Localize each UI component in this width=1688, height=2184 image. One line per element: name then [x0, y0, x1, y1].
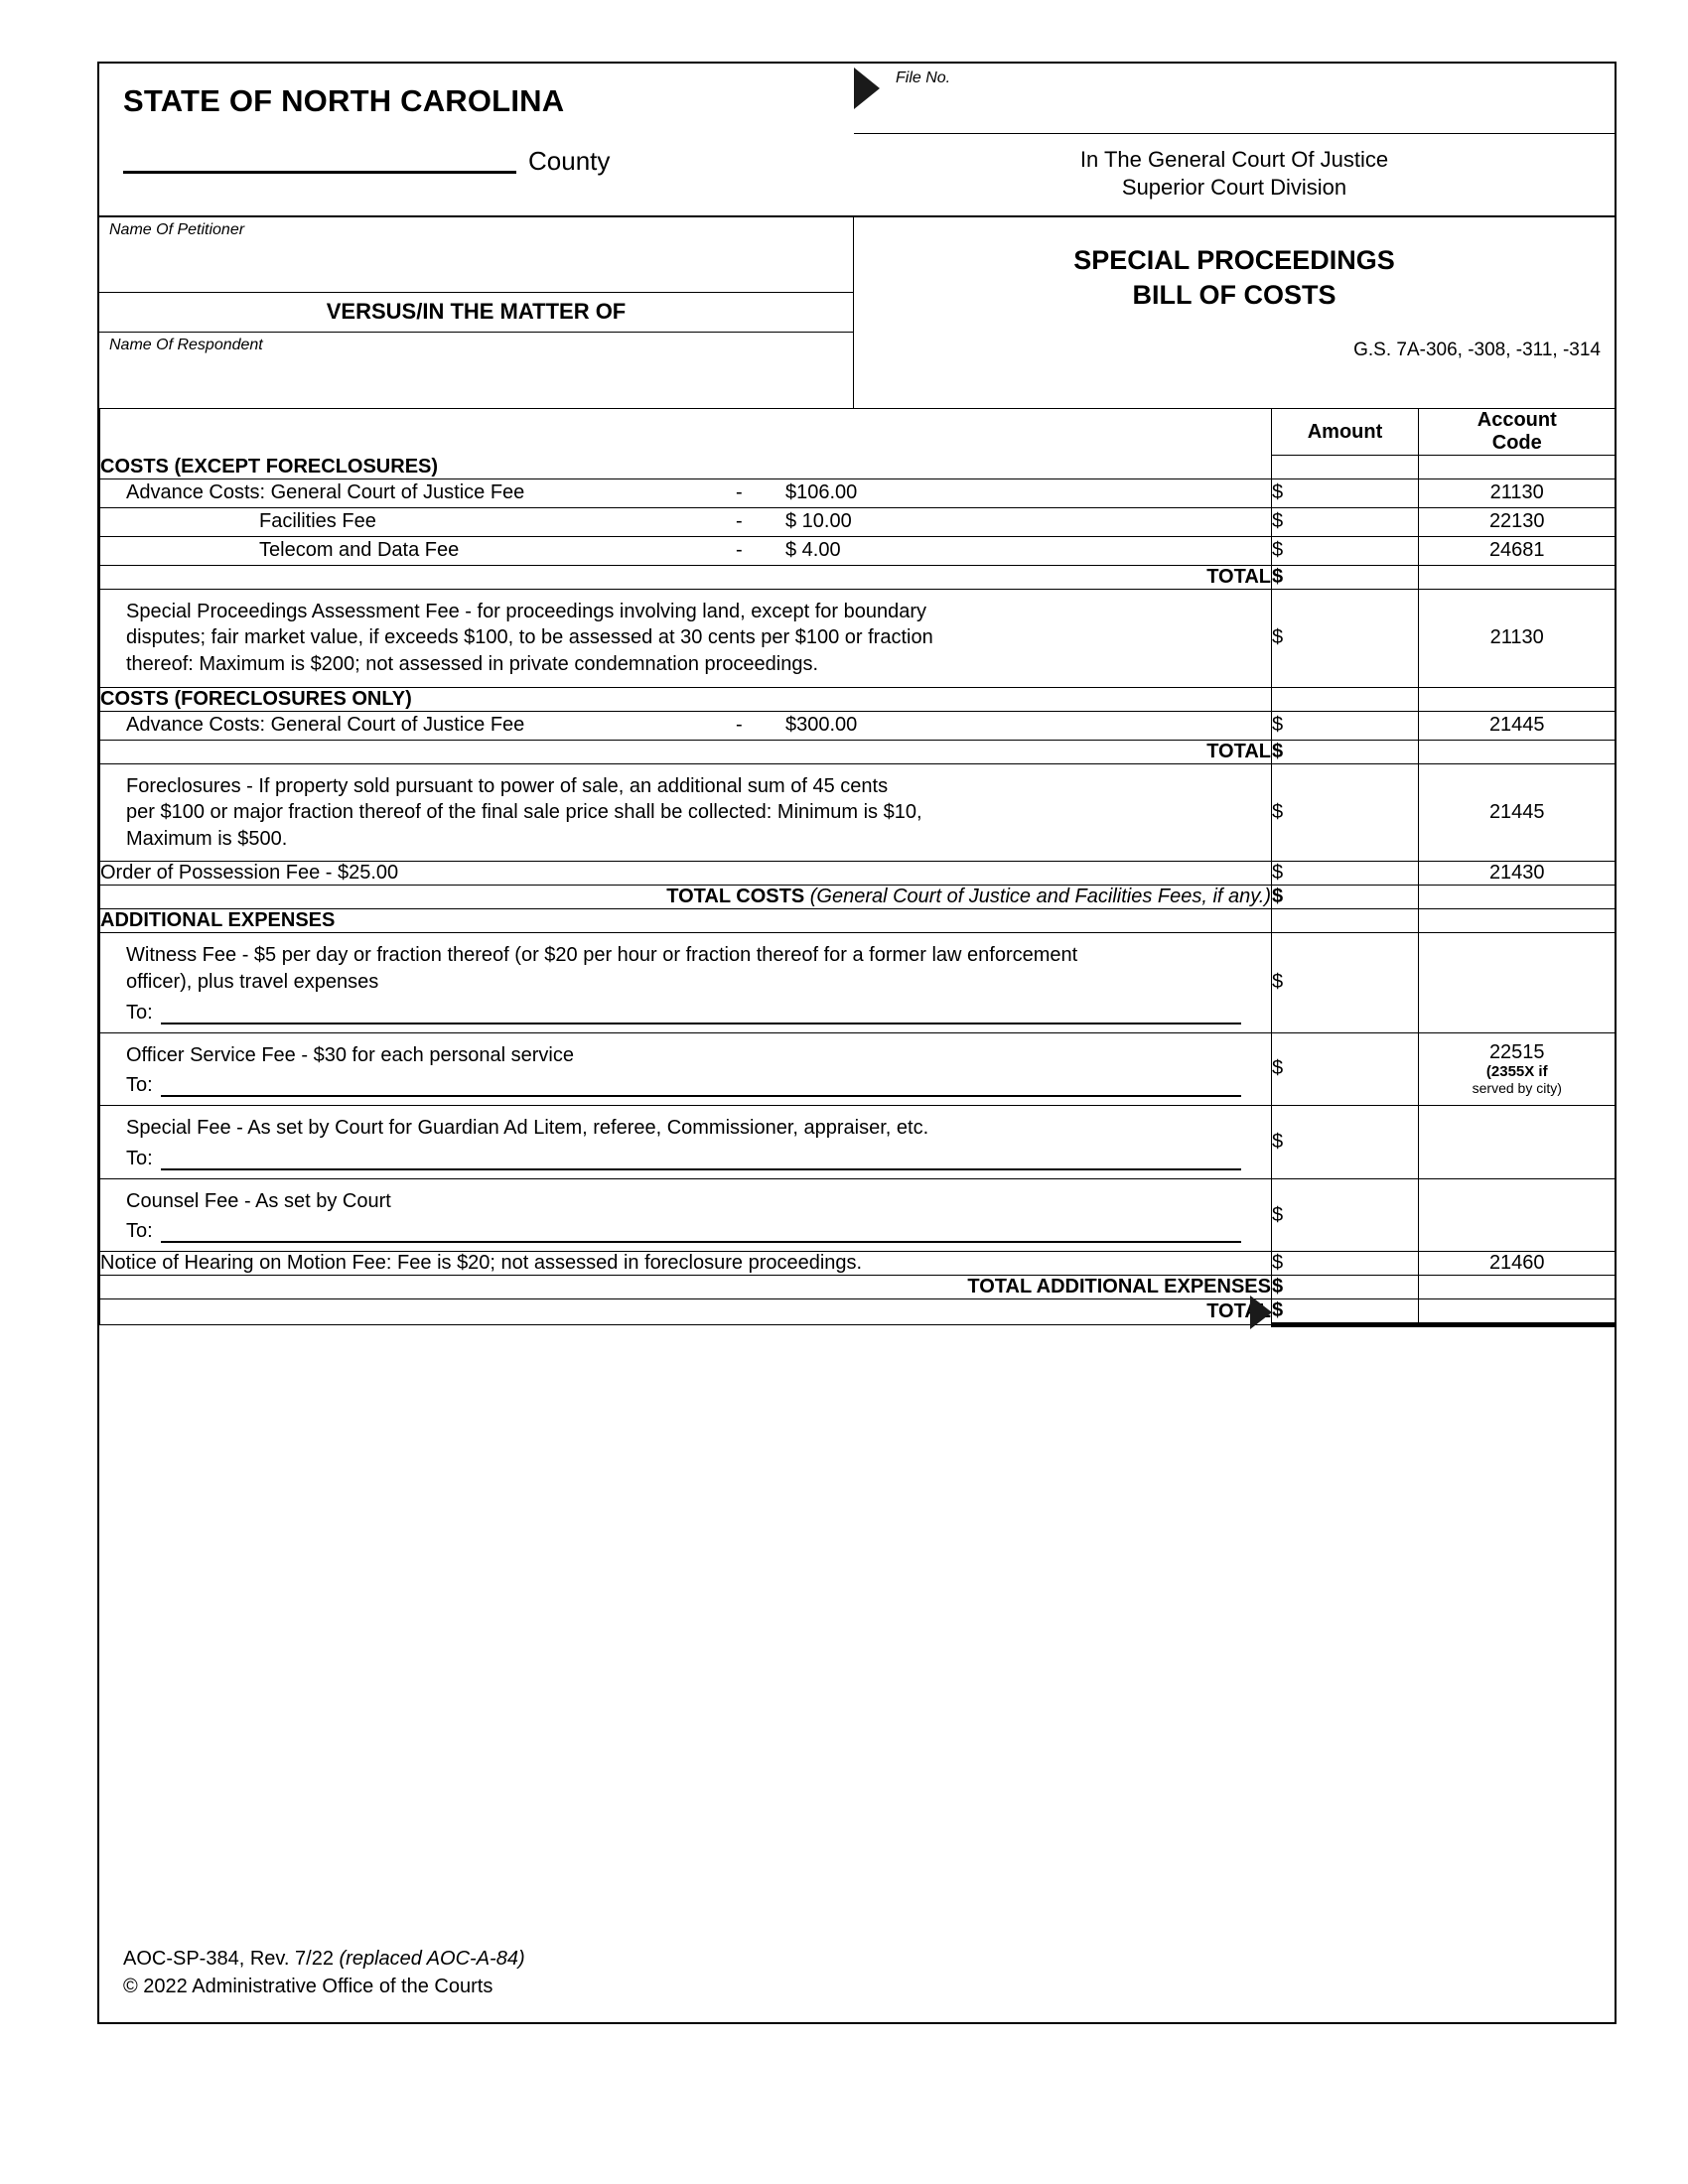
officer-service-to-input[interactable]: [161, 1077, 1241, 1097]
grand-total-label-text: TOTAL: [1206, 1300, 1271, 1323]
document-title: [854, 243, 1615, 313]
table-row: [100, 478, 1616, 507]
section-amount-spacer-2: [1272, 687, 1419, 711]
witness-fee-line-2: officer), plus travel expenses: [126, 970, 379, 993]
section-heading-additional-expenses: ADDITIONAL EXPENSES: [100, 909, 1272, 933]
table-row: [100, 536, 1616, 565]
table-row: [100, 1032, 1616, 1106]
account-code-total-except-foreclosures: [1419, 565, 1616, 589]
row-telecom-fee-label: Telecom and Data Fee: [259, 538, 460, 561]
row-special-proceedings-assessment: [100, 589, 1272, 687]
triangle-marker-icon-total: [1250, 1296, 1272, 1329]
court-division: [854, 134, 1615, 215]
row-advance-gcj-foreclosure-dash: -: [736, 713, 743, 736]
county-label: County: [528, 146, 611, 176]
table-row: [100, 711, 1616, 740]
parties-block: [99, 217, 854, 408]
file-no-label: File No.: [896, 69, 951, 86]
triangle-marker-icon: [854, 68, 880, 109]
witness-fee-to-row: [100, 998, 1271, 1032]
row-advance-gcj: [100, 478, 1272, 507]
section-heading-costs-foreclosures-only: COSTS (FORECLOSURES ONLY): [100, 687, 1272, 711]
account-code-witness-fee: [1419, 933, 1616, 1032]
counsel-fee-to-label: To:: [126, 1220, 153, 1243]
row-advance-gcj-label: Advance Costs: General Court of Justice Fee: [126, 480, 525, 503]
account-code-header-line-1: Account: [1477, 409, 1557, 432]
row-facilities-fee-label: Facilities Fee: [259, 509, 376, 532]
amount-field-order-of-possession[interactable]: $: [1272, 862, 1419, 886]
section-amount-spacer: [1272, 456, 1419, 479]
row-advance-gcj-dash: -: [736, 480, 743, 503]
amount-field-special-proceedings-assessment[interactable]: $: [1272, 589, 1419, 687]
table-row: [100, 589, 1616, 687]
account-code-column-header: [1419, 409, 1616, 456]
row-facilities-fee-dash: -: [736, 509, 743, 532]
amount-field-telecom-fee[interactable]: $: [1272, 536, 1419, 565]
statute-reference: G.S. 7A-306, -308, -311, -314: [1353, 339, 1601, 360]
amount-field-total-except-foreclosures[interactable]: $: [1272, 565, 1419, 589]
header-spacer-cell: [100, 409, 1272, 456]
footer-copyright: © 2022 Administrative Office of the Courts: [123, 1976, 493, 1998]
total-costs-note: (General Court of Justice and Facilities Fees, if any.): [809, 886, 1271, 908]
section-amount-spacer-3: [1272, 909, 1419, 933]
witness-fee-line-1: Witness Fee - $5 per day or fraction thereof (or $20 per hour or fraction thereof for a former law enforcement: [126, 944, 1078, 967]
court-line-2: Superior Court Division: [1121, 175, 1347, 201]
row-facilities-fee-printed-amount: $ 10.00: [785, 509, 852, 532]
amount-field-grand-total[interactable]: $: [1272, 1299, 1419, 1325]
amount-column-header: Amount: [1272, 409, 1419, 456]
row-special-fee-text: [100, 1106, 1271, 1144]
account-code-officer-service-fee: [1419, 1032, 1616, 1106]
row-foreclosures-sale-text: [100, 764, 1271, 862]
amount-field-advance-gcj[interactable]: $: [1272, 478, 1419, 507]
section-code-spacer-2: [1419, 687, 1616, 711]
officer-service-account-code-note-1: (2355X if: [1485, 1063, 1548, 1081]
amount-field-facilities-fee[interactable]: $: [1272, 507, 1419, 536]
header-right-block: [854, 64, 1615, 215]
row-advance-gcj-printed-amount: $106.00: [785, 480, 858, 503]
footer-text: [123, 1945, 525, 2000]
account-code-notice-of-hearing: 21460: [1419, 1252, 1616, 1276]
counsel-fee-line-1: Counsel Fee - As set by Court: [126, 1189, 391, 1212]
row-special-proceedings-assessment-text: [100, 590, 1271, 687]
amount-field-foreclosures-sale[interactable]: $: [1272, 763, 1419, 862]
form-header: [99, 64, 1615, 217]
officer-service-to-label: To:: [126, 1074, 153, 1097]
foreclosures-line-2: per $100 or major fraction thereof of the final sale price shall be collected: Minimum is $10,: [126, 801, 922, 824]
table-header-row: [100, 409, 1616, 456]
special-fee-to-input[interactable]: [161, 1151, 1241, 1170]
counsel-fee-to-input[interactable]: [161, 1223, 1241, 1243]
row-advance-gcj-foreclosure: [100, 711, 1272, 740]
row-counsel-fee-text: [100, 1179, 1271, 1217]
state-title: STATE OF NORTH CAROLINA: [123, 83, 565, 118]
account-code-telecom-fee: 24681: [1419, 536, 1616, 565]
footer-form-id-row: [123, 1945, 525, 1973]
account-code-foreclosures-sale: 21445: [1419, 763, 1616, 862]
footer-area: [99, 1327, 1615, 2022]
table-row: [100, 933, 1616, 1032]
officer-service-fee-line-1: Officer Service Fee - $30 for each personal service: [126, 1043, 574, 1066]
row-witness-fee: [100, 933, 1272, 1032]
respondent-field[interactable]: [99, 333, 853, 408]
amount-field-advance-gcj-foreclosure[interactable]: $: [1272, 711, 1419, 740]
label-total-costs: [100, 886, 1272, 909]
account-code-total-foreclosures: [1419, 740, 1616, 763]
table-row: [100, 740, 1616, 763]
table-row: [100, 1252, 1616, 1276]
table-row: [100, 886, 1616, 909]
court-line-1: In The General Court Of Justice: [1079, 147, 1389, 172]
file-no-band: [854, 64, 1615, 134]
row-telecom-fee-printed-amount: $ 4.00: [785, 538, 841, 561]
section-code-spacer: [1419, 456, 1616, 479]
account-code-special-fee: [1419, 1106, 1616, 1179]
special-fee-to-label: To:: [126, 1147, 153, 1169]
table-row: [100, 1299, 1616, 1325]
parties-and-title: [99, 217, 1615, 409]
header-left-block: [99, 64, 854, 215]
row-officer-service-fee: [100, 1032, 1272, 1106]
account-code-counsel-fee: [1419, 1178, 1616, 1252]
petitioner-label: Name Of Petitioner: [109, 221, 245, 239]
section-heading-costs-except-foreclosures: COSTS (EXCEPT FORECLOSURES): [100, 456, 1272, 479]
row-telecom-fee: [100, 536, 1272, 565]
account-code-total-additional-expenses: [1419, 1276, 1616, 1299]
table-row: [100, 1178, 1616, 1252]
table-row: [100, 565, 1616, 589]
table-row: [100, 1276, 1616, 1299]
section-row-additional-expenses: [100, 909, 1616, 933]
account-code-total-costs: [1419, 886, 1616, 909]
costs-table: [99, 409, 1616, 1327]
witness-fee-to-label: To:: [126, 1001, 153, 1024]
account-code-order-of-possession: 21430: [1419, 862, 1616, 886]
officer-service-account-code-note-2: served by city): [1472, 1079, 1562, 1096]
account-code-header-line-2: Code: [1491, 432, 1542, 455]
amount-field-special-fee[interactable]: $: [1272, 1106, 1419, 1179]
row-advance-gcj-foreclosure-label: Advance Costs: General Court of Justice Fee: [126, 713, 525, 736]
label-grand-total: [100, 1299, 1272, 1325]
officer-service-account-code: 22515: [1488, 1041, 1545, 1064]
row-officer-service-fee-text: [100, 1033, 1271, 1071]
account-code-advance-gcj-foreclosure: 21445: [1419, 711, 1616, 740]
total-costs-label-text: TOTAL COSTS: [666, 886, 805, 908]
amount-field-total-additional-expenses[interactable]: $: [1272, 1276, 1419, 1299]
foreclosures-line-3: Maximum is $500.: [126, 827, 288, 850]
table-row: [100, 507, 1616, 536]
petitioner-field[interactable]: [99, 217, 853, 293]
row-witness-fee-text: [100, 933, 1271, 997]
amount-field-counsel-fee[interactable]: $: [1272, 1178, 1419, 1252]
document-title-line-2: BILL OF COSTS: [1132, 280, 1336, 311]
row-advance-gcj-content: [100, 479, 1271, 507]
row-notice-of-hearing: Notice of Hearing on Motion Fee: Fee is $20; not assessed in foreclosure proceedings.: [100, 1252, 1272, 1276]
row-facilities-fee-content: [100, 508, 1271, 536]
amount-field-notice-of-hearing[interactable]: $: [1272, 1252, 1419, 1276]
respondent-label: Name Of Respondent: [109, 337, 263, 354]
account-code-special-proceedings-assessment: 21130: [1419, 589, 1616, 687]
row-telecom-fee-content: [100, 537, 1271, 565]
row-facilities-fee: [100, 507, 1272, 536]
document-title-line-1: SPECIAL PROCEEDINGS: [1073, 245, 1395, 276]
account-code-facilities-fee: 22130: [1419, 507, 1616, 536]
account-code-advance-gcj: 21130: [1419, 478, 1616, 507]
witness-fee-to-input[interactable]: [161, 1005, 1241, 1024]
amount-field-total-foreclosures[interactable]: $: [1272, 740, 1419, 763]
row-telecom-fee-dash: -: [736, 538, 743, 561]
form-body: [97, 62, 1617, 2024]
row-special-fee: [100, 1106, 1272, 1179]
table-row: [100, 1106, 1616, 1179]
special-fee-line-1: Special Fee - As set by Court for Guardian Ad Litem, referee, Commissioner, appraiser, etc.: [126, 1117, 929, 1140]
sp-assessment-line-2: disputes; fair market value, if exceeds $100, to be assessed at 30 cents per $100 or fraction: [126, 626, 933, 649]
counsel-fee-to-row: [100, 1216, 1271, 1251]
section-row-costs-foreclosures-only: [100, 687, 1616, 711]
label-total-additional-expenses: TOTAL ADDITIONAL EXPENSES: [100, 1276, 1272, 1299]
sp-assessment-line-3: thereof: Maximum is $200; not assessed in private condemnation proceedings.: [126, 653, 819, 675]
label-total-except-foreclosures: TOTAL: [100, 565, 1272, 589]
row-advance-gcj-foreclosure-printed-amount: $300.00: [785, 713, 858, 736]
row-foreclosures-sale: [100, 763, 1272, 862]
amount-field-witness-fee[interactable]: $: [1272, 933, 1419, 1032]
row-counsel-fee: [100, 1178, 1272, 1252]
amount-field-officer-service-fee[interactable]: $: [1272, 1032, 1419, 1106]
table-row: [100, 862, 1616, 886]
row-order-of-possession: Order of Possession Fee - $25.00: [100, 862, 1272, 886]
county-input-line[interactable]: [123, 145, 516, 174]
title-block: [854, 217, 1615, 408]
county-row: [99, 119, 854, 186]
versus-label: VERSUS/IN THE MATTER OF: [99, 293, 853, 333]
table-row: [100, 763, 1616, 862]
account-code-grand-total: [1419, 1299, 1616, 1325]
officer-service-to-row: [100, 1070, 1271, 1105]
footer-replaced-note: (replaced AOC-A-84): [339, 1948, 525, 1971]
footer-form-id: AOC-SP-384, Rev. 7/22: [123, 1948, 334, 1971]
row-advance-gcj-foreclosure-content: [100, 712, 1271, 740]
section-row-costs-except-foreclosures: [100, 456, 1616, 479]
foreclosures-line-1: Foreclosures - If property sold pursuant to power of sale, an additional sum of 45 cents: [126, 774, 889, 797]
label-total-foreclosures: TOTAL: [100, 740, 1272, 763]
section-code-spacer-3: [1419, 909, 1616, 933]
amount-field-total-costs[interactable]: $: [1272, 886, 1419, 909]
sp-assessment-line-1: Special Proceedings Assessment Fee - for proceedings involving land, except for boundary: [126, 600, 927, 622]
special-fee-to-row: [100, 1144, 1271, 1178]
